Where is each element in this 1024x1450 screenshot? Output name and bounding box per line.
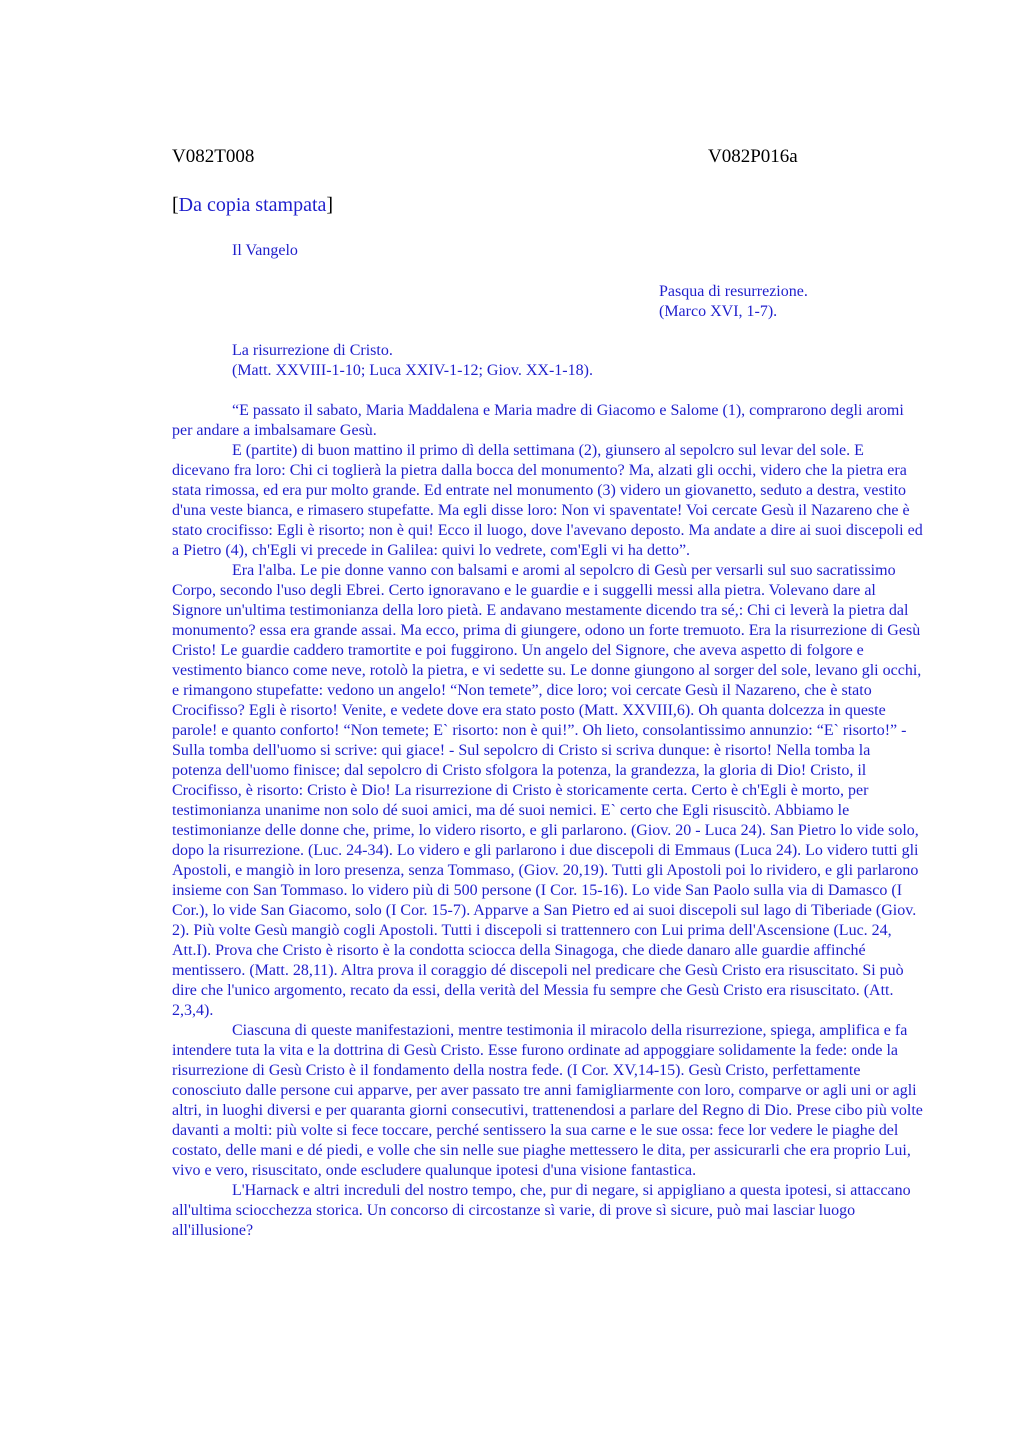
- source-close-bracket: ]: [326, 194, 334, 216]
- paragraph: “E passato il sabato, Maria Maddalena e Maria madre di Giacomo e Salome (1), comprarono degli aromi per andare a imbalsamare Gesù.: [172, 402, 904, 439]
- source-open-bracket: [: [172, 194, 179, 216]
- occasion-block: [659, 282, 808, 322]
- document-code-right: V082P016a: [708, 146, 798, 167]
- heading-block: [232, 341, 593, 381]
- occasion-reference: (Marco XVI, 1-7).: [659, 303, 778, 320]
- paragraph: L'Harnack e altri increduli del nostro tempo, che, pur di negare, si appigliano a questa ipotesi, si attaccano all'ultima sciocchezza storica. Un concorso di circostanze sì varie, di prove sì sicure, può mai lasciar luogo all'illusione?: [172, 1182, 911, 1239]
- source-text: Da copia stampata: [178, 194, 327, 216]
- heading-references: (Matt. XXVIII-1-10; Luca XXIV-1-12; Giov. XX-1-18).: [232, 362, 593, 379]
- section-title: Il Vangelo: [232, 242, 298, 259]
- paragraph: E (partite) di buon mattino il primo dì della settimana (2), giunsero al sepolcro sul levar del sole. E dicevano fra loro: Chi ci toglierà la pietra dalla bocca del monumento? Ma, alzati gli occhi, videro che la pietra era stata rimossa, ed era pur molto grande. Ed entrate nel monumento (3) videro un giovanetto, seduto a destra, vestito d'una veste bianca, e rimasero stupefatte. Ma egli disse loro: Non vi spaventate! Voi cercate Gesù il Nazareno che è stato crocifisso: Egli è risorto; non è qui! Ecco il luogo, dove l'avevano deposto. Ma andate a dire ai suoi discepoli ed a Pietro (4), ch'Egli vi precede in Galilea: quivi lo vedrete, com'Egli vi ha detto”.: [172, 442, 923, 559]
- source-note: [172, 194, 333, 217]
- occasion-line: Pasqua di resurrezione.: [659, 283, 808, 300]
- document-code-left: V082T008: [172, 146, 255, 167]
- paragraph: Era l'alba. Le pie donne vanno con balsami e aromi al sepolcro di Gesù per versarli sul suo sacratissimo Corpo, secondo l'uso degli Ebrei. Certo ignoravano e le guardie e i suggelli messi alla pietra. Volevano dare al Signore un'ultima testimonianza della loro pietà. E andavano mestamente dicendo tra sé,: Chi ci leverà la pietra dal monumento? essa era grande assai. Ma ecco, prima di giungere, odono un forte tremuoto. Era la risurrezione di Gesù Cristo! Le guardie caddero tramortite e poi fuggirono. Un angelo del Signore, che aveva aspetto di folgore e vestimento bianco come neve, rotolò la pietra, e vi sedette su. Le donne giungono al sorger del sole, levano gli occhi, e rimangono stupefatte: vedono un angelo! “Non temete”, dice loro; voi cercate Gesù il Nazareno, che è stato Crocifisso? Egli è risorto! Venite, e vedete dove era stato posto (Matt. XXVIII,6). Oh quanta dolcezza in queste parole! e quanto conforto! “Non temete; E` risorto: non è qui!”. Oh lieto, consolantissimo annunzio: “E` risorto!” - Sulla tomba dell'uomo si scrive: qui giace! - Sul sepolcro di Cristo si scriva dunque: è risorto! Nella tomba la potenza dell'uomo finisce; dal sepolcro di Cristo sfolgora la potenza, la grandezza, la gloria di Dio! Cristo, il Crocifisso, è risorto: Cristo è Dio! La risurrezione di Cristo è storicamente certa. Certo è ch'Egli è morto, per testimonianza unanime non solo dé suoi amici, ma dé suoi nemici. E` certo che Egli risuscitò. Abbiamo le testimonianze delle donne che, prime, lo videro risorto, e gli parlarono. (Giov. 20 - Luca 24). San Pietro lo vide solo, dopo la risurrezione. (Luc. 24-34). Lo videro e gli parlarono i due discepoli di Emmaus (Luca 24). Lo videro tutti gli Apostoli, e mangiò in loro presenza, senza Tommaso, (Giov. 20,19). Tutti gli Apostoli poi lo rividero, e gli parlarono insieme con San Tommaso. lo videro più di 500 persone (I Cor. 15-16). Lo vide San Paolo sulla via di Damasco (I Cor.), lo vide San Giacomo, solo (I Cor. 15-7). Apparve a San Pietro ed ai suoi discepoli sul lago di Tiberiade (Giov. 2). Più volte Gesù mangiò cogli Apostoli. Tutti i discepoli si trattennero con Lui prima dell'Ascensione (Luc. 24, Att.I). Prova che Cristo è risorto è la condotta sciocca della Sinagoga, che diede danaro alle guardie affinché mentissero. (Matt. 28,11). Altra prova il coraggio dé discepoli nel predicare che Gesù Cristo era risuscitato. Si può dire che l'unico argomento, recato da essi, della verità del Messia fu sempre che Gesù Cristo era risuscitato. (Att. 2,3,4).: [172, 562, 922, 1019]
- paragraph: Ciascuna di queste manifestazioni, mentre testimonia il miracolo della risurrezione, spiega, amplifica e fa intendere tuta la vita e la dottrina di Gesù Cristo. Esse furono ordinate ad appoggiare solidamente la fede: onde la risurrezione di Gesù Cristo è il fondamento della nostra fede. (I Cor. XV,14-15). Gesù Cristo, perfettamente conosciuto dalle persone cui apparve, per aver passato tre anni famigliarmente con loro, comparve or agli uni or agli altri, in luoghi diversi e per quaranta giorni consecutivi, trattenendosi a parlare del Regno di Dio. Prese cibo più volte davanti a molti: più volte si fece toccare, perché sentissero la sua carne e le sue ossa: fece lor vedere le piaghe del costato, delle mani e dé piedi, e volle che sin nelle sue piaghe mettessero le dita, per assicurarli che era proprio Lui, vivo e vero, risuscitato, onde escludere qualunque ipotesi d'una visione fantastica.: [172, 1022, 923, 1179]
- heading-title: La risurrezione di Cristo.: [232, 342, 393, 359]
- body-text: [172, 401, 924, 1241]
